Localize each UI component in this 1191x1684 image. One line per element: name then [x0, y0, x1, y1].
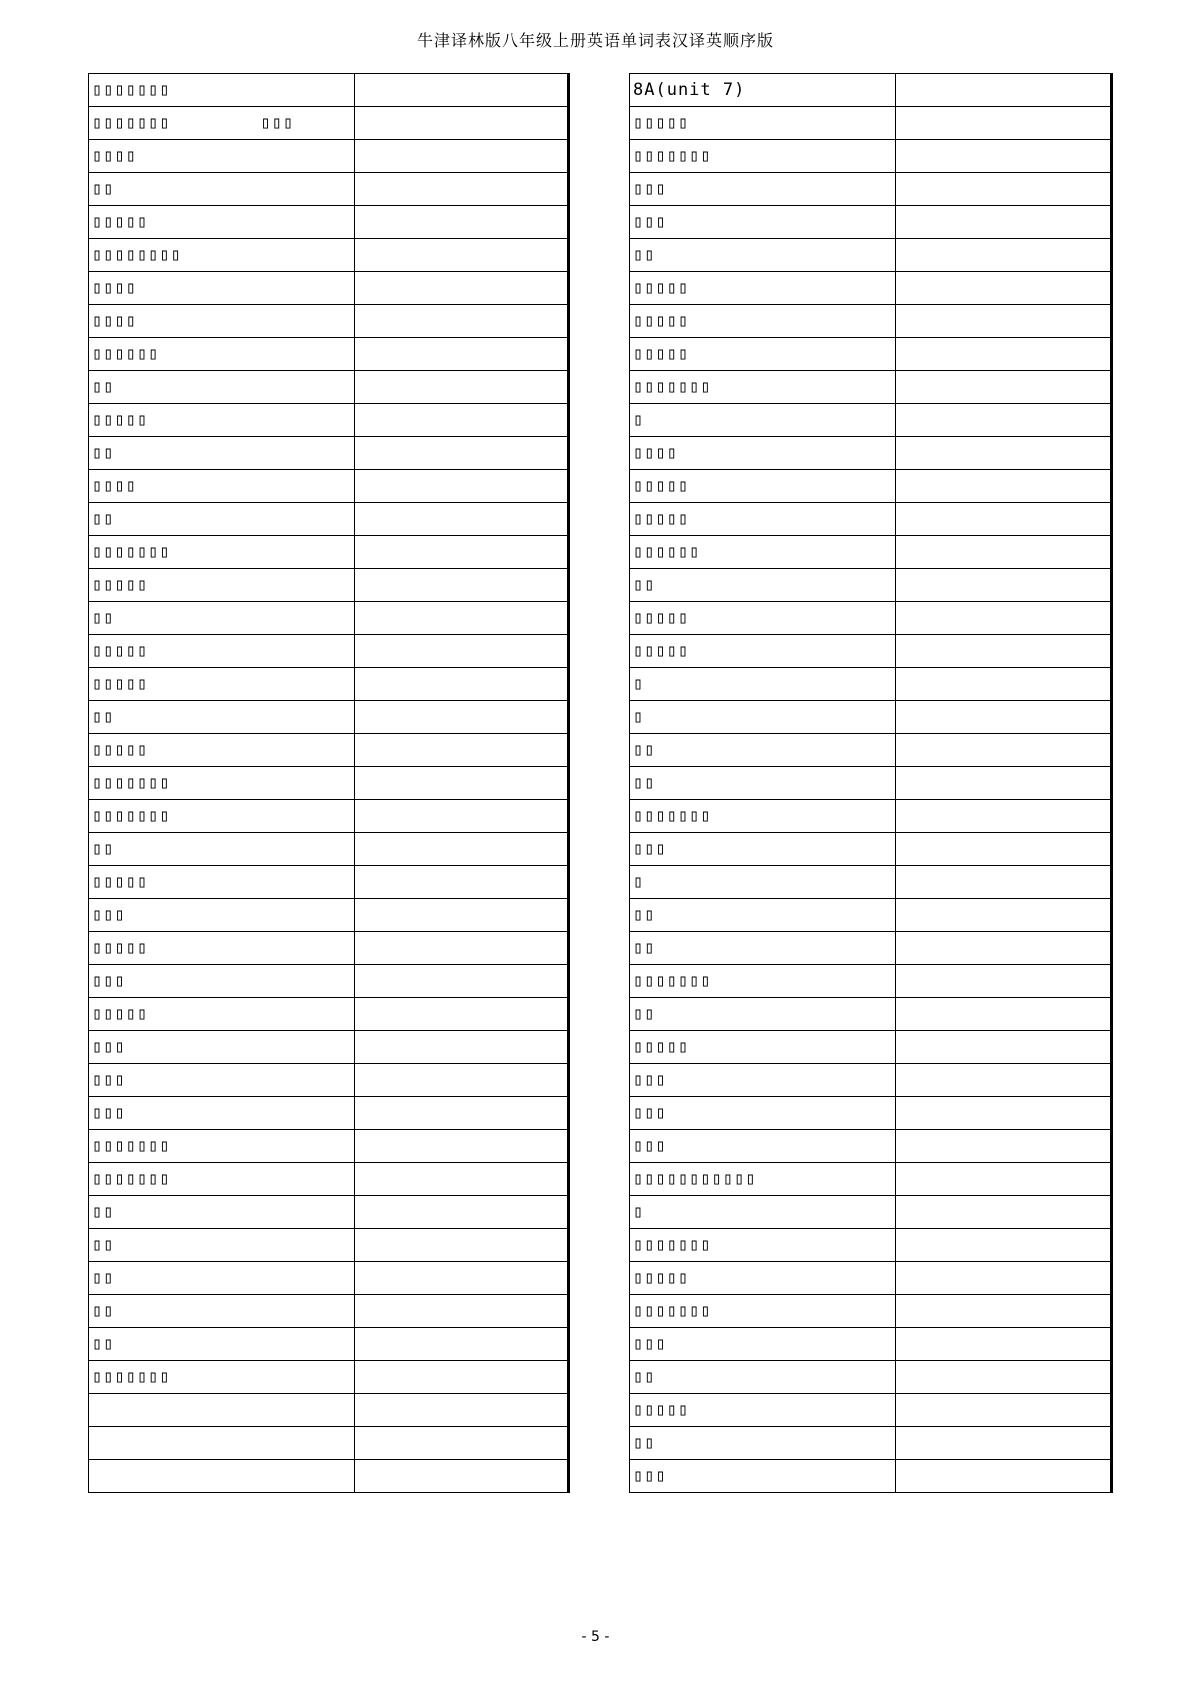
table-row: [630, 74, 1112, 107]
table-row: [89, 767, 569, 800]
english-answer-cell[interactable]: [896, 1262, 1112, 1295]
english-answer-cell[interactable]: [355, 866, 569, 899]
english-answer-cell[interactable]: [896, 866, 1112, 899]
english-answer-cell[interactable]: [355, 932, 569, 965]
table-row: [630, 635, 1112, 668]
table-row: [630, 998, 1112, 1031]
chinese-meaning-cell: ▯▯▯▯▯▯: [630, 536, 896, 569]
chinese-meaning-cell: ▯▯▯▯▯: [630, 503, 896, 536]
english-answer-cell[interactable]: [896, 569, 1112, 602]
table-row: [89, 800, 569, 833]
chinese-meaning-cell: ▯▯▯▯▯: [630, 272, 896, 305]
table-row: [89, 470, 569, 503]
chinese-meaning-cell: ▯: [630, 1196, 896, 1229]
table-row: [89, 1130, 569, 1163]
chinese-meaning-cell: ▯▯: [630, 767, 896, 800]
chinese-meaning-cell: ▯▯▯▯▯: [89, 668, 355, 701]
english-answer-cell[interactable]: [355, 1460, 569, 1493]
english-answer-cell[interactable]: [896, 1031, 1112, 1064]
english-answer-cell[interactable]: [896, 998, 1112, 1031]
chinese-meaning-cell: ▯▯▯▯▯: [89, 404, 355, 437]
english-answer-cell[interactable]: [355, 338, 569, 371]
english-answer-cell[interactable]: [896, 239, 1112, 272]
table-row: [630, 569, 1112, 602]
english-answer-cell[interactable]: [896, 1229, 1112, 1262]
chinese-meaning-cell: ▯▯▯▯▯▯▯ ▯▯▯: [89, 107, 355, 140]
chinese-meaning-cell: ▯▯: [630, 1361, 896, 1394]
table-row: [89, 173, 569, 206]
english-answer-cell[interactable]: [896, 206, 1112, 239]
chinese-meaning-cell: ▯: [630, 866, 896, 899]
chinese-meaning-cell: ▯▯▯: [89, 1097, 355, 1130]
table-row: [89, 998, 569, 1031]
table-row: [89, 1163, 569, 1196]
chinese-meaning-cell: ▯▯▯▯▯▯▯: [630, 1229, 896, 1262]
english-answer-cell[interactable]: [355, 833, 569, 866]
english-answer-cell[interactable]: [355, 602, 569, 635]
chinese-meaning-cell: ▯▯▯▯▯: [89, 206, 355, 239]
english-answer-cell[interactable]: [355, 734, 569, 767]
table-row: [89, 965, 569, 998]
table-row: [630, 470, 1112, 503]
english-answer-cell[interactable]: [896, 1295, 1112, 1328]
table-row: [630, 1064, 1112, 1097]
chinese-meaning-cell: ▯▯: [89, 1262, 355, 1295]
english-answer-cell[interactable]: [896, 1196, 1112, 1229]
english-answer-cell[interactable]: [896, 602, 1112, 635]
table-row: [89, 899, 569, 932]
table-row: [89, 1295, 569, 1328]
chinese-meaning-cell: ▯▯▯▯▯: [630, 470, 896, 503]
chinese-meaning-cell: ▯▯▯▯▯: [89, 569, 355, 602]
english-answer-cell[interactable]: [896, 371, 1112, 404]
table-row: [630, 965, 1112, 998]
english-answer-cell[interactable]: [896, 701, 1112, 734]
table-row: [630, 701, 1112, 734]
english-answer-cell[interactable]: [355, 1229, 569, 1262]
english-answer-cell[interactable]: [896, 536, 1112, 569]
english-answer-cell[interactable]: [355, 668, 569, 701]
english-answer-cell[interactable]: [355, 1295, 569, 1328]
english-answer-cell[interactable]: [896, 932, 1112, 965]
english-answer-cell[interactable]: [355, 536, 569, 569]
chinese-meaning-cell: ▯▯▯▯: [89, 305, 355, 338]
table-row: [630, 668, 1112, 701]
english-answer-cell[interactable]: [896, 668, 1112, 701]
english-answer-cell[interactable]: [355, 635, 569, 668]
english-answer-cell[interactable]: [355, 470, 569, 503]
chinese-meaning-cell: ▯▯▯▯▯: [630, 1394, 896, 1427]
chinese-meaning-cell: ▯▯: [89, 833, 355, 866]
english-answer-cell[interactable]: [896, 1130, 1112, 1163]
chinese-meaning-cell: ▯▯▯▯▯: [630, 1262, 896, 1295]
chinese-meaning-cell: ▯▯: [630, 1427, 896, 1460]
page-number: - 5 -: [581, 1629, 610, 1645]
table-row: [89, 1427, 569, 1460]
english-answer-cell[interactable]: [896, 503, 1112, 536]
english-answer-cell[interactable]: [355, 1064, 569, 1097]
chinese-meaning-cell: ▯▯▯▯▯▯▯: [89, 800, 355, 833]
english-answer-cell[interactable]: [896, 404, 1112, 437]
english-answer-cell[interactable]: [355, 998, 569, 1031]
table-row: [89, 140, 569, 173]
english-answer-cell[interactable]: [355, 1262, 569, 1295]
chinese-meaning-cell: [89, 1394, 355, 1427]
chinese-meaning-cell: ▯▯▯▯▯: [630, 635, 896, 668]
chinese-meaning-cell: ▯▯▯▯▯▯▯: [630, 800, 896, 833]
english-answer-cell[interactable]: [896, 767, 1112, 800]
english-answer-cell[interactable]: [355, 272, 569, 305]
english-answer-cell[interactable]: [355, 1031, 569, 1064]
table-row: [89, 305, 569, 338]
english-answer-cell[interactable]: [355, 74, 569, 107]
chinese-meaning-cell: ▯▯▯▯▯▯▯: [89, 74, 355, 107]
chinese-meaning-cell: ▯▯: [89, 1295, 355, 1328]
english-answer-cell[interactable]: [355, 701, 569, 734]
table-row: [630, 305, 1112, 338]
table-row: [89, 74, 569, 107]
english-answer-cell[interactable]: [355, 1427, 569, 1460]
english-answer-cell[interactable]: [355, 1361, 569, 1394]
table-row: [630, 899, 1112, 932]
table-row: [89, 1394, 569, 1427]
chinese-meaning-cell: ▯: [630, 668, 896, 701]
chinese-meaning-cell: ▯▯▯: [630, 1328, 896, 1361]
chinese-meaning-cell: ▯▯▯▯▯: [89, 635, 355, 668]
table-row: [630, 1295, 1112, 1328]
chinese-meaning-cell: ▯▯▯▯▯▯▯▯▯▯▯: [630, 1163, 896, 1196]
chinese-meaning-cell: ▯▯: [89, 701, 355, 734]
english-answer-cell[interactable]: [896, 338, 1112, 371]
english-answer-cell[interactable]: [896, 734, 1112, 767]
table-row: [89, 1196, 569, 1229]
english-answer-cell[interactable]: [355, 965, 569, 998]
table-row: [89, 503, 569, 536]
chinese-meaning-cell: ▯▯▯▯: [630, 437, 896, 470]
chinese-meaning-cell: ▯▯▯▯▯▯▯: [630, 371, 896, 404]
table-row: [630, 371, 1112, 404]
table-row: [89, 272, 569, 305]
table-row: [630, 1361, 1112, 1394]
chinese-meaning-cell: ▯▯: [89, 1328, 355, 1361]
chinese-meaning-cell: ▯▯▯▯▯▯▯: [89, 767, 355, 800]
table-row: [89, 1097, 569, 1130]
english-answer-cell[interactable]: [896, 305, 1112, 338]
chinese-meaning-cell: ▯▯▯: [630, 1460, 896, 1493]
page-title: 牛津译林版八年级上册英语单词表汉译英顺序版: [416, 31, 774, 50]
chinese-meaning-cell: ▯▯: [630, 998, 896, 1031]
table-row: [89, 734, 569, 767]
english-answer-cell[interactable]: [896, 1361, 1112, 1394]
chinese-meaning-cell: ▯▯: [89, 437, 355, 470]
table-row: [89, 701, 569, 734]
english-answer-cell[interactable]: [355, 140, 569, 173]
chinese-meaning-cell: ▯▯▯▯▯: [630, 602, 896, 635]
table-row: [630, 404, 1112, 437]
chinese-meaning-cell: ▯▯: [630, 932, 896, 965]
english-answer-cell[interactable]: [896, 899, 1112, 932]
table-row: [630, 1097, 1112, 1130]
table-row: [89, 1262, 569, 1295]
english-answer-cell[interactable]: [896, 1427, 1112, 1460]
table-row: [630, 140, 1112, 173]
table-row: [89, 239, 569, 272]
table-row: [89, 206, 569, 239]
chinese-meaning-cell: [89, 1460, 355, 1493]
chinese-meaning-cell: ▯▯▯: [630, 1064, 896, 1097]
table-row: [630, 1163, 1112, 1196]
vocab-table-right: [629, 73, 1113, 1493]
chinese-meaning-cell: ▯▯▯: [630, 206, 896, 239]
table-row: [89, 107, 569, 140]
english-answer-cell[interactable]: [896, 1394, 1112, 1427]
english-answer-cell[interactable]: [355, 503, 569, 536]
table-row: [630, 1031, 1112, 1064]
chinese-meaning-cell: ▯: [630, 404, 896, 437]
chinese-meaning-cell: ▯▯▯: [89, 1031, 355, 1064]
english-answer-cell[interactable]: [896, 800, 1112, 833]
table-row: [630, 536, 1112, 569]
english-answer-cell[interactable]: [355, 437, 569, 470]
table-row: [89, 866, 569, 899]
english-answer-cell[interactable]: [355, 371, 569, 404]
chinese-meaning-cell: ▯▯: [89, 371, 355, 404]
english-answer-cell[interactable]: [896, 1097, 1112, 1130]
table-row: [630, 1427, 1112, 1460]
chinese-meaning-cell: ▯▯▯▯▯▯▯: [89, 1361, 355, 1394]
chinese-meaning-cell: 8A(unit 7): [630, 74, 896, 107]
english-answer-cell[interactable]: [896, 833, 1112, 866]
table-row: [630, 239, 1112, 272]
chinese-meaning-cell: ▯▯: [630, 569, 896, 602]
vocab-table-left: [88, 73, 570, 1493]
table-row: [630, 503, 1112, 536]
table-row: [89, 1361, 569, 1394]
table-row: [89, 371, 569, 404]
chinese-meaning-cell: ▯▯▯▯▯: [89, 998, 355, 1031]
table-row: [630, 866, 1112, 899]
english-answer-cell[interactable]: [355, 1196, 569, 1229]
table-row: [89, 1328, 569, 1361]
english-answer-cell[interactable]: [355, 1394, 569, 1427]
english-answer-cell[interactable]: [355, 800, 569, 833]
table-row: [89, 1064, 569, 1097]
table-row: [630, 1229, 1112, 1262]
chinese-meaning-cell: ▯▯▯: [89, 899, 355, 932]
english-answer-cell[interactable]: [355, 206, 569, 239]
chinese-meaning-cell: ▯▯▯▯▯▯: [89, 338, 355, 371]
chinese-meaning-cell: ▯▯▯▯▯: [89, 932, 355, 965]
english-answer-cell[interactable]: [355, 107, 569, 140]
chinese-meaning-cell: ▯: [630, 701, 896, 734]
table-row: [630, 800, 1112, 833]
chinese-meaning-cell: ▯▯▯▯: [89, 140, 355, 173]
table-row: [630, 1328, 1112, 1361]
table-row: [630, 932, 1112, 965]
table-row: [89, 932, 569, 965]
chinese-meaning-cell: ▯▯▯▯▯▯▯: [89, 1130, 355, 1163]
table-row: [89, 536, 569, 569]
table-row: [630, 1394, 1112, 1427]
table-row: [630, 206, 1112, 239]
english-answer-cell[interactable]: [896, 107, 1112, 140]
chinese-meaning-cell: ▯▯▯▯▯: [630, 338, 896, 371]
chinese-meaning-cell: ▯▯: [89, 1229, 355, 1262]
chinese-meaning-cell: ▯▯: [89, 602, 355, 635]
chinese-meaning-cell: ▯▯: [89, 173, 355, 206]
chinese-meaning-cell: ▯▯▯▯▯▯▯: [89, 536, 355, 569]
english-answer-cell[interactable]: [355, 404, 569, 437]
chinese-meaning-cell: ▯▯: [630, 734, 896, 767]
chinese-meaning-cell: ▯▯▯▯▯: [630, 305, 896, 338]
english-answer-cell[interactable]: [896, 74, 1112, 107]
chinese-meaning-cell: ▯▯: [89, 1196, 355, 1229]
chinese-meaning-cell: ▯▯▯▯▯: [630, 107, 896, 140]
english-answer-cell[interactable]: [355, 173, 569, 206]
english-answer-cell[interactable]: [896, 1328, 1112, 1361]
english-answer-cell[interactable]: [896, 470, 1112, 503]
chinese-meaning-cell: ▯▯▯: [630, 173, 896, 206]
english-answer-cell[interactable]: [896, 1460, 1112, 1493]
table-row: [630, 1262, 1112, 1295]
english-answer-cell[interactable]: [896, 1064, 1112, 1097]
chinese-meaning-cell: ▯▯▯: [89, 1064, 355, 1097]
chinese-meaning-cell: ▯▯: [630, 899, 896, 932]
english-answer-cell[interactable]: [355, 239, 569, 272]
english-answer-cell[interactable]: [355, 899, 569, 932]
table-row: [630, 437, 1112, 470]
chinese-meaning-cell: ▯▯▯▯▯▯▯: [630, 1295, 896, 1328]
chinese-meaning-cell: ▯▯▯▯▯▯▯: [630, 140, 896, 173]
english-answer-cell[interactable]: [355, 1130, 569, 1163]
table-row: [630, 338, 1112, 371]
table-row: [89, 569, 569, 602]
english-answer-cell[interactable]: [355, 1163, 569, 1196]
english-answer-cell[interactable]: [896, 635, 1112, 668]
table-row: [89, 404, 569, 437]
chinese-meaning-cell: ▯▯▯▯▯▯▯: [89, 1163, 355, 1196]
english-answer-cell[interactable]: [355, 1328, 569, 1361]
chinese-meaning-cell: ▯▯▯▯▯▯▯▯: [89, 239, 355, 272]
chinese-meaning-cell: ▯▯: [89, 503, 355, 536]
table-row: [630, 602, 1112, 635]
table-row: [630, 1130, 1112, 1163]
chinese-meaning-cell: ▯▯▯▯▯: [89, 734, 355, 767]
chinese-meaning-cell: ▯▯▯: [630, 1097, 896, 1130]
chinese-meaning-cell: ▯▯▯▯▯▯▯: [630, 965, 896, 998]
table-row: [630, 767, 1112, 800]
chinese-meaning-cell: ▯▯: [630, 239, 896, 272]
chinese-meaning-cell: ▯▯▯: [89, 965, 355, 998]
english-answer-cell[interactable]: [355, 767, 569, 800]
english-answer-cell[interactable]: [896, 272, 1112, 305]
table-row: [89, 833, 569, 866]
table-row: [89, 1031, 569, 1064]
table-row: [89, 1460, 569, 1493]
table-row: [89, 1229, 569, 1262]
chinese-meaning-cell: ▯▯▯: [630, 1130, 896, 1163]
table-row: [630, 833, 1112, 866]
english-answer-cell[interactable]: [896, 1163, 1112, 1196]
english-answer-cell[interactable]: [355, 1097, 569, 1130]
table-row: [89, 338, 569, 371]
table-row: [89, 602, 569, 635]
table-row: [89, 668, 569, 701]
chinese-meaning-cell: ▯▯▯▯: [89, 470, 355, 503]
chinese-meaning-cell: ▯▯▯▯: [89, 272, 355, 305]
table-row: [630, 272, 1112, 305]
chinese-meaning-cell: ▯▯▯▯▯: [630, 1031, 896, 1064]
english-answer-cell[interactable]: [355, 569, 569, 602]
chinese-meaning-cell: ▯▯▯▯▯: [89, 866, 355, 899]
english-answer-cell[interactable]: [896, 140, 1112, 173]
english-answer-cell[interactable]: [355, 305, 569, 338]
table-row: [630, 107, 1112, 140]
table-row: [630, 1196, 1112, 1229]
table-row: [630, 734, 1112, 767]
table-row: [630, 1460, 1112, 1493]
english-answer-cell[interactable]: [896, 173, 1112, 206]
chinese-meaning-cell: ▯▯▯: [630, 833, 896, 866]
table-row: [89, 437, 569, 470]
chinese-meaning-cell: [89, 1427, 355, 1460]
table-row: [89, 635, 569, 668]
table-row: [630, 173, 1112, 206]
english-answer-cell[interactable]: [896, 437, 1112, 470]
english-answer-cell[interactable]: [896, 965, 1112, 998]
